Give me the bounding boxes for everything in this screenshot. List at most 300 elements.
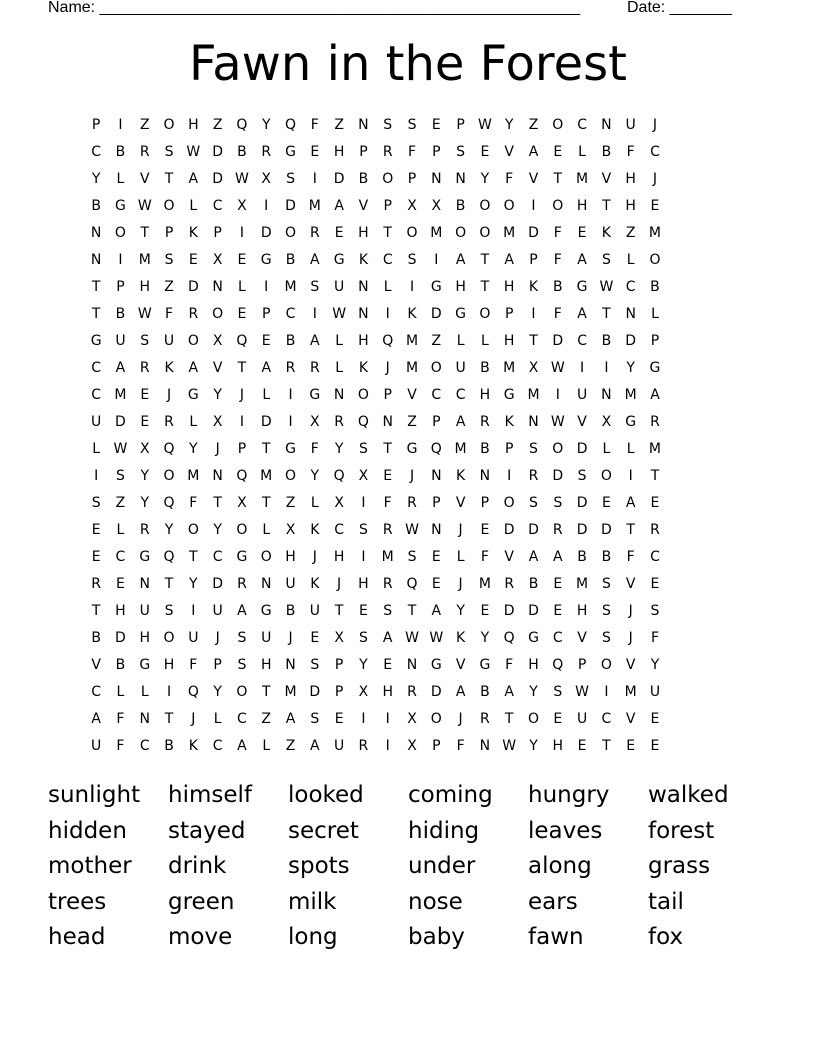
grid-letter: I bbox=[580, 360, 585, 376]
grid-letter: R bbox=[309, 360, 320, 376]
grid-letter: K bbox=[456, 630, 466, 646]
grid-letter: S bbox=[650, 603, 660, 619]
grid-letter: E bbox=[431, 117, 441, 133]
grid-letter: S bbox=[577, 468, 587, 484]
grid-letter: T bbox=[529, 333, 538, 349]
grid-letter: D bbox=[576, 441, 588, 457]
grid-letter: C bbox=[91, 387, 102, 403]
grid-letter: W bbox=[186, 144, 201, 160]
grid-letter: U bbox=[188, 630, 199, 646]
grid-letter: Y bbox=[456, 603, 465, 619]
word-bank-item: nose bbox=[408, 888, 463, 915]
grid-letter: P bbox=[432, 414, 441, 430]
grid-letter: T bbox=[261, 495, 271, 511]
grid-letter: I bbox=[288, 387, 293, 403]
grid-letter: B bbox=[358, 171, 369, 187]
grid-letter: H bbox=[455, 279, 466, 295]
grid-letter: R bbox=[407, 684, 417, 700]
grid-letter: Y bbox=[529, 738, 538, 754]
grid-letter: W bbox=[502, 738, 517, 754]
grid-letter: O bbox=[479, 225, 491, 241]
grid-letter: F bbox=[505, 171, 514, 187]
grid-row bbox=[84, 409, 732, 436]
grid-letter: H bbox=[503, 333, 515, 349]
grid-letter: O bbox=[236, 522, 248, 538]
grid-letter: S bbox=[140, 333, 150, 349]
grid-letter: P bbox=[359, 144, 368, 160]
grid-letter: I bbox=[166, 684, 172, 700]
grid-letter: F bbox=[165, 306, 174, 322]
grid-letter: D bbox=[600, 522, 612, 538]
grid-letter: V bbox=[212, 360, 223, 376]
grid-letter: Y bbox=[504, 117, 514, 133]
grid-letter: Y bbox=[140, 468, 150, 484]
grid-row bbox=[84, 652, 732, 679]
grid-letter: A bbox=[188, 360, 199, 376]
grid-letter: C bbox=[650, 549, 660, 565]
grid-letter: O bbox=[357, 387, 369, 403]
grid-letter: J bbox=[458, 711, 463, 727]
grid-letter: S bbox=[164, 144, 174, 160]
grid-letter: E bbox=[334, 711, 344, 727]
grid-letter: T bbox=[237, 360, 247, 376]
grid-letter: E bbox=[116, 576, 125, 592]
grid-letter: R bbox=[139, 522, 150, 538]
word-bank-item: long bbox=[288, 924, 338, 950]
grid-letter: E bbox=[601, 495, 611, 511]
grid-letter: E bbox=[188, 252, 198, 268]
grid-letter: N bbox=[431, 171, 442, 187]
grid-letter: H bbox=[115, 603, 126, 619]
grid-letter: I bbox=[118, 252, 123, 268]
grid-letter: A bbox=[237, 603, 247, 619]
word-bank-item: looked bbox=[288, 782, 364, 808]
grid-letter: R bbox=[650, 414, 660, 430]
grid-letter: F bbox=[407, 144, 417, 160]
grid-letter: G bbox=[115, 198, 126, 214]
grid-letter: I bbox=[604, 360, 609, 376]
grid-letter: I bbox=[385, 738, 390, 754]
grid-letter: D bbox=[503, 603, 515, 619]
grid-letter: N bbox=[90, 252, 102, 268]
grid-letter: L bbox=[262, 387, 271, 403]
grid-letter: U bbox=[309, 603, 320, 619]
grid-letter: N bbox=[139, 711, 150, 727]
grid-letter: E bbox=[650, 711, 660, 727]
grid-letter: J bbox=[458, 576, 463, 592]
grid-letter: M bbox=[260, 468, 273, 484]
grid-row bbox=[84, 679, 732, 706]
grid-letter: N bbox=[260, 576, 272, 592]
grid-letter: C bbox=[237, 711, 247, 727]
grid-letter: A bbox=[261, 360, 272, 376]
grid-letter: N bbox=[212, 468, 223, 484]
grid-letter: K bbox=[358, 360, 368, 376]
grid-letter: G bbox=[260, 603, 272, 619]
grid-letter: I bbox=[628, 468, 633, 484]
grid-letter: R bbox=[139, 360, 150, 376]
grid-letter: Y bbox=[626, 360, 635, 376]
grid-letter: E bbox=[650, 495, 660, 511]
grid-letter: T bbox=[480, 279, 490, 295]
grid-letter: W bbox=[113, 441, 128, 457]
grid-letter: V bbox=[358, 198, 369, 214]
grid-letter: M bbox=[503, 225, 516, 241]
grid-letter: S bbox=[310, 711, 320, 727]
grid-letter: B bbox=[577, 549, 587, 565]
grid-letter: Y bbox=[91, 171, 101, 187]
grid-letter: M bbox=[624, 684, 637, 700]
grid-letter: M bbox=[138, 252, 151, 268]
grid-letter: R bbox=[261, 144, 272, 160]
grid-letter: F bbox=[456, 738, 465, 754]
grid-letter: Y bbox=[140, 495, 150, 511]
grid-letter: F bbox=[310, 441, 319, 457]
grid-letter: O bbox=[430, 711, 442, 727]
grid-letter: M bbox=[308, 198, 321, 214]
word-bank-item: trees bbox=[48, 888, 107, 915]
grid-letter: L bbox=[92, 441, 101, 457]
grid-letter: D bbox=[552, 468, 564, 484]
grid-letter: B bbox=[164, 738, 174, 754]
grid-letter: G bbox=[139, 549, 151, 565]
grid-letter: P bbox=[334, 657, 344, 673]
grid-letter: L bbox=[310, 495, 319, 511]
grid-letter: Q bbox=[430, 441, 442, 457]
grid-letter: Z bbox=[528, 117, 539, 133]
grid-row bbox=[84, 490, 732, 517]
grid-letter: E bbox=[480, 522, 490, 538]
grid-letter: R bbox=[164, 414, 174, 430]
grid-letter: P bbox=[262, 306, 271, 322]
grid-letter: I bbox=[312, 171, 317, 187]
grid-letter: O bbox=[479, 306, 491, 322]
grid-letter: D bbox=[552, 333, 564, 349]
grid-letter: L bbox=[262, 522, 271, 538]
grid-letter: W bbox=[550, 360, 565, 376]
grid-letter: R bbox=[309, 225, 320, 241]
grid-letter: R bbox=[358, 738, 369, 754]
grid-letter: N bbox=[479, 738, 491, 754]
grid-letter: N bbox=[382, 414, 393, 430]
grid-letter: F bbox=[626, 549, 635, 565]
grid-letter: E bbox=[650, 576, 660, 592]
grid-letter: K bbox=[504, 414, 514, 430]
grid-letter: E bbox=[140, 414, 150, 430]
grid-letter: Q bbox=[503, 630, 515, 646]
grid-letter: R bbox=[139, 144, 150, 160]
grid-letter: E bbox=[626, 738, 636, 754]
word-bank-item: drink bbox=[168, 853, 227, 879]
grid-letter: N bbox=[90, 225, 102, 241]
grid-letter: E bbox=[480, 144, 490, 160]
grid-letter: I bbox=[264, 279, 269, 295]
grid-letter: N bbox=[455, 171, 466, 187]
grid-letter: G bbox=[309, 387, 321, 403]
grid-letter: O bbox=[527, 711, 539, 727]
word-bank-item: coming bbox=[408, 782, 493, 808]
grid-letter: R bbox=[334, 414, 344, 430]
grid-letter: P bbox=[529, 252, 538, 268]
grid-letter: G bbox=[285, 441, 296, 457]
grid-letter: O bbox=[649, 252, 661, 268]
grid-letter: P bbox=[432, 738, 441, 754]
grid-letter: D bbox=[309, 684, 321, 700]
grid-letter: A bbox=[91, 711, 101, 727]
grid-letter: P bbox=[407, 171, 417, 187]
grid-letter: F bbox=[116, 711, 125, 727]
grid-letter: X bbox=[237, 495, 247, 511]
word-bank-item: hiding bbox=[408, 817, 480, 844]
grid-letter: A bbox=[188, 171, 199, 187]
grid-letter: R bbox=[480, 711, 490, 727]
grid-letter: Q bbox=[333, 468, 345, 484]
grid-letter: C bbox=[285, 306, 296, 322]
grid-letter: O bbox=[600, 657, 612, 673]
grid-letter: T bbox=[602, 306, 611, 322]
grid-letter: R bbox=[528, 468, 539, 484]
grid-row bbox=[84, 463, 732, 490]
grid-letter: B bbox=[601, 549, 612, 565]
grid-letter: V bbox=[601, 171, 612, 187]
grid-letter: O bbox=[163, 198, 175, 214]
grid-letter: Y bbox=[189, 576, 198, 592]
grid-letter: S bbox=[407, 252, 417, 268]
grid-letter: G bbox=[430, 657, 442, 673]
grid-letter: Q bbox=[187, 684, 199, 700]
grid-letter: D bbox=[576, 495, 588, 511]
grid-letter: G bbox=[649, 360, 661, 376]
grid-letter: N bbox=[406, 657, 418, 673]
grid-letter: U bbox=[625, 117, 636, 133]
grid-letter: P bbox=[504, 441, 514, 457]
grid-letter: D bbox=[528, 522, 539, 538]
grid-letter: L bbox=[578, 144, 586, 160]
grid-letter: V bbox=[139, 171, 150, 187]
grid-letter: D bbox=[187, 279, 199, 295]
grid-letter: P bbox=[432, 495, 441, 511]
grid-letter: F bbox=[505, 657, 514, 673]
grid-letter: S bbox=[601, 252, 611, 268]
grid-letter: G bbox=[430, 279, 442, 295]
grid-letter: C bbox=[577, 333, 587, 349]
grid-letter: E bbox=[91, 522, 101, 538]
grid-letter: K bbox=[188, 225, 198, 241]
grid-letter: L bbox=[262, 738, 271, 754]
grid-letter: B bbox=[285, 252, 296, 268]
grid-letter: O bbox=[382, 171, 394, 187]
grid-letter: M bbox=[430, 225, 443, 241]
date-field[interactable]: Date: _______ bbox=[627, 0, 732, 16]
grid-letter: B bbox=[115, 657, 126, 673]
grid-letter: G bbox=[139, 657, 151, 673]
grid-letter: M bbox=[503, 360, 516, 376]
grid-letter: X bbox=[139, 441, 150, 457]
grid-row bbox=[84, 139, 732, 166]
grid-letter: X bbox=[358, 468, 369, 484]
word-bank-item: leaves bbox=[528, 817, 603, 844]
grid-letter: M bbox=[284, 279, 297, 295]
grid-row bbox=[84, 598, 732, 625]
grid-letter: O bbox=[503, 198, 515, 214]
grid-letter: S bbox=[286, 171, 295, 187]
grid-letter: B bbox=[115, 306, 126, 322]
grid-letter: I bbox=[288, 414, 293, 430]
grid-letter: M bbox=[454, 441, 467, 457]
grid-letter: T bbox=[334, 603, 344, 619]
grid-row bbox=[84, 193, 732, 220]
grid-letter: I bbox=[531, 306, 536, 322]
grid-letter: K bbox=[358, 252, 368, 268]
grid-letter: F bbox=[553, 225, 562, 241]
grid-letter: S bbox=[529, 495, 538, 511]
grid-letter: J bbox=[385, 360, 390, 376]
grid-letter: A bbox=[455, 414, 466, 430]
grid-letter: M bbox=[624, 387, 637, 403]
grid-letter: X bbox=[212, 333, 223, 349]
grid-letter: V bbox=[625, 657, 636, 673]
grid-letter: S bbox=[358, 441, 368, 457]
grid-letter: V bbox=[455, 657, 466, 673]
grid-letter: E bbox=[358, 603, 368, 619]
grid-letter: E bbox=[553, 603, 563, 619]
grid-letter: F bbox=[383, 495, 392, 511]
grid-letter: X bbox=[261, 171, 272, 187]
grid-letter: L bbox=[456, 333, 465, 349]
grid-letter: M bbox=[114, 387, 127, 403]
grid-row bbox=[84, 436, 732, 463]
grid-letter: G bbox=[576, 279, 588, 295]
grid-letter: D bbox=[260, 225, 272, 241]
grid-letter: O bbox=[236, 684, 248, 700]
word-bank bbox=[48, 778, 788, 956]
grid-letter: K bbox=[528, 279, 539, 295]
grid-letter: S bbox=[237, 630, 247, 646]
word-bank-item: himself bbox=[168, 782, 252, 808]
grid-row bbox=[84, 733, 732, 760]
grid-letter: H bbox=[163, 657, 175, 673]
grid-letter: H bbox=[503, 279, 515, 295]
grid-row bbox=[84, 112, 732, 139]
grid-row bbox=[84, 247, 732, 274]
grid-letter: O bbox=[260, 549, 272, 565]
grid-letter: C bbox=[650, 144, 660, 160]
grid-letter: J bbox=[628, 630, 633, 646]
grid-letter: F bbox=[116, 738, 125, 754]
grid-letter: S bbox=[164, 603, 174, 619]
grid-letter: T bbox=[213, 495, 222, 511]
grid-letter: G bbox=[625, 414, 637, 430]
grid-letter: X bbox=[431, 198, 442, 214]
grid-letter: I bbox=[507, 468, 512, 484]
grid-letter: A bbox=[455, 252, 466, 268]
grid-letter: G bbox=[406, 441, 418, 457]
grid-letter: K bbox=[407, 306, 417, 322]
grid-letter: O bbox=[187, 333, 199, 349]
grid-letter: F bbox=[650, 630, 659, 646]
grid-row bbox=[84, 706, 732, 733]
grid-letter: L bbox=[116, 171, 125, 187]
grid-letter: L bbox=[626, 441, 635, 457]
grid-letter: H bbox=[382, 684, 393, 700]
word-bank-item: spots bbox=[288, 853, 350, 879]
grid-letter: E bbox=[650, 198, 660, 214]
grid-letter: Q bbox=[163, 441, 175, 457]
grid-letter: E bbox=[91, 549, 101, 565]
grid-letter: O bbox=[212, 306, 224, 322]
word-bank-item: move bbox=[168, 924, 233, 950]
word-bank-item: fawn bbox=[528, 924, 584, 950]
grid-letter: G bbox=[455, 306, 467, 322]
grid-letter: O bbox=[552, 117, 564, 133]
grid-letter: D bbox=[430, 306, 442, 322]
grid-letter: C bbox=[91, 360, 102, 376]
grid-letter: D bbox=[528, 225, 539, 241]
grid-letter: P bbox=[164, 225, 174, 241]
grid-letter: H bbox=[576, 198, 588, 214]
grid-letter: Y bbox=[480, 171, 490, 187]
grid-letter: A bbox=[310, 252, 320, 268]
grid-letter: H bbox=[260, 657, 272, 673]
grid-letter: Z bbox=[212, 117, 223, 133]
grid-letter: M bbox=[405, 333, 419, 349]
grid-row bbox=[84, 328, 732, 355]
word-bank-item: tail bbox=[648, 888, 684, 915]
grid-letter: M bbox=[576, 171, 589, 187]
grid-letter: N bbox=[139, 576, 150, 592]
grid-letter: N bbox=[358, 279, 369, 295]
grid-letter: Q bbox=[163, 549, 175, 565]
grid-letter: F bbox=[310, 117, 319, 133]
grid-letter: V bbox=[577, 630, 587, 646]
grid-letter: H bbox=[333, 549, 345, 565]
grid-letter: J bbox=[409, 468, 415, 484]
grid-letter: N bbox=[479, 468, 491, 484]
grid-letter: E bbox=[140, 387, 150, 403]
grid-letter: A bbox=[285, 711, 296, 727]
grid-letter: Y bbox=[213, 387, 222, 403]
grid-letter: F bbox=[626, 144, 635, 160]
word-bank-item: hidden bbox=[48, 817, 127, 844]
grid-letter: S bbox=[383, 603, 393, 619]
grid-letter: T bbox=[504, 711, 514, 727]
grid-letter: M bbox=[648, 441, 662, 457]
grid-letter: L bbox=[116, 684, 125, 700]
name-field[interactable]: Name: ______________________________________________________ bbox=[48, 0, 581, 16]
grid-letter: X bbox=[334, 630, 344, 646]
grid-letter: S bbox=[358, 522, 368, 538]
grid-letter: I bbox=[94, 468, 99, 484]
grid-letter: A bbox=[504, 252, 514, 268]
word-bank-item: ears bbox=[528, 888, 578, 915]
grid-letter: J bbox=[166, 387, 172, 403]
grid-letter: L bbox=[213, 711, 222, 727]
grid-letter: Z bbox=[164, 279, 174, 295]
grid-letter: H bbox=[358, 225, 369, 241]
grid-letter: M bbox=[527, 387, 540, 403]
grid-letter: U bbox=[333, 279, 345, 295]
grid-letter: M bbox=[187, 468, 200, 484]
grid-letter: J bbox=[652, 171, 658, 187]
grid-letter: U bbox=[576, 387, 588, 403]
grid-letter: T bbox=[91, 603, 101, 619]
grid-letter: O bbox=[552, 198, 564, 214]
grid-letter: A bbox=[115, 360, 126, 376]
grid-letter: Z bbox=[285, 495, 296, 511]
grid-letter: G bbox=[528, 630, 539, 646]
grid-letter: S bbox=[553, 684, 563, 700]
grid-letter: E bbox=[650, 738, 660, 754]
